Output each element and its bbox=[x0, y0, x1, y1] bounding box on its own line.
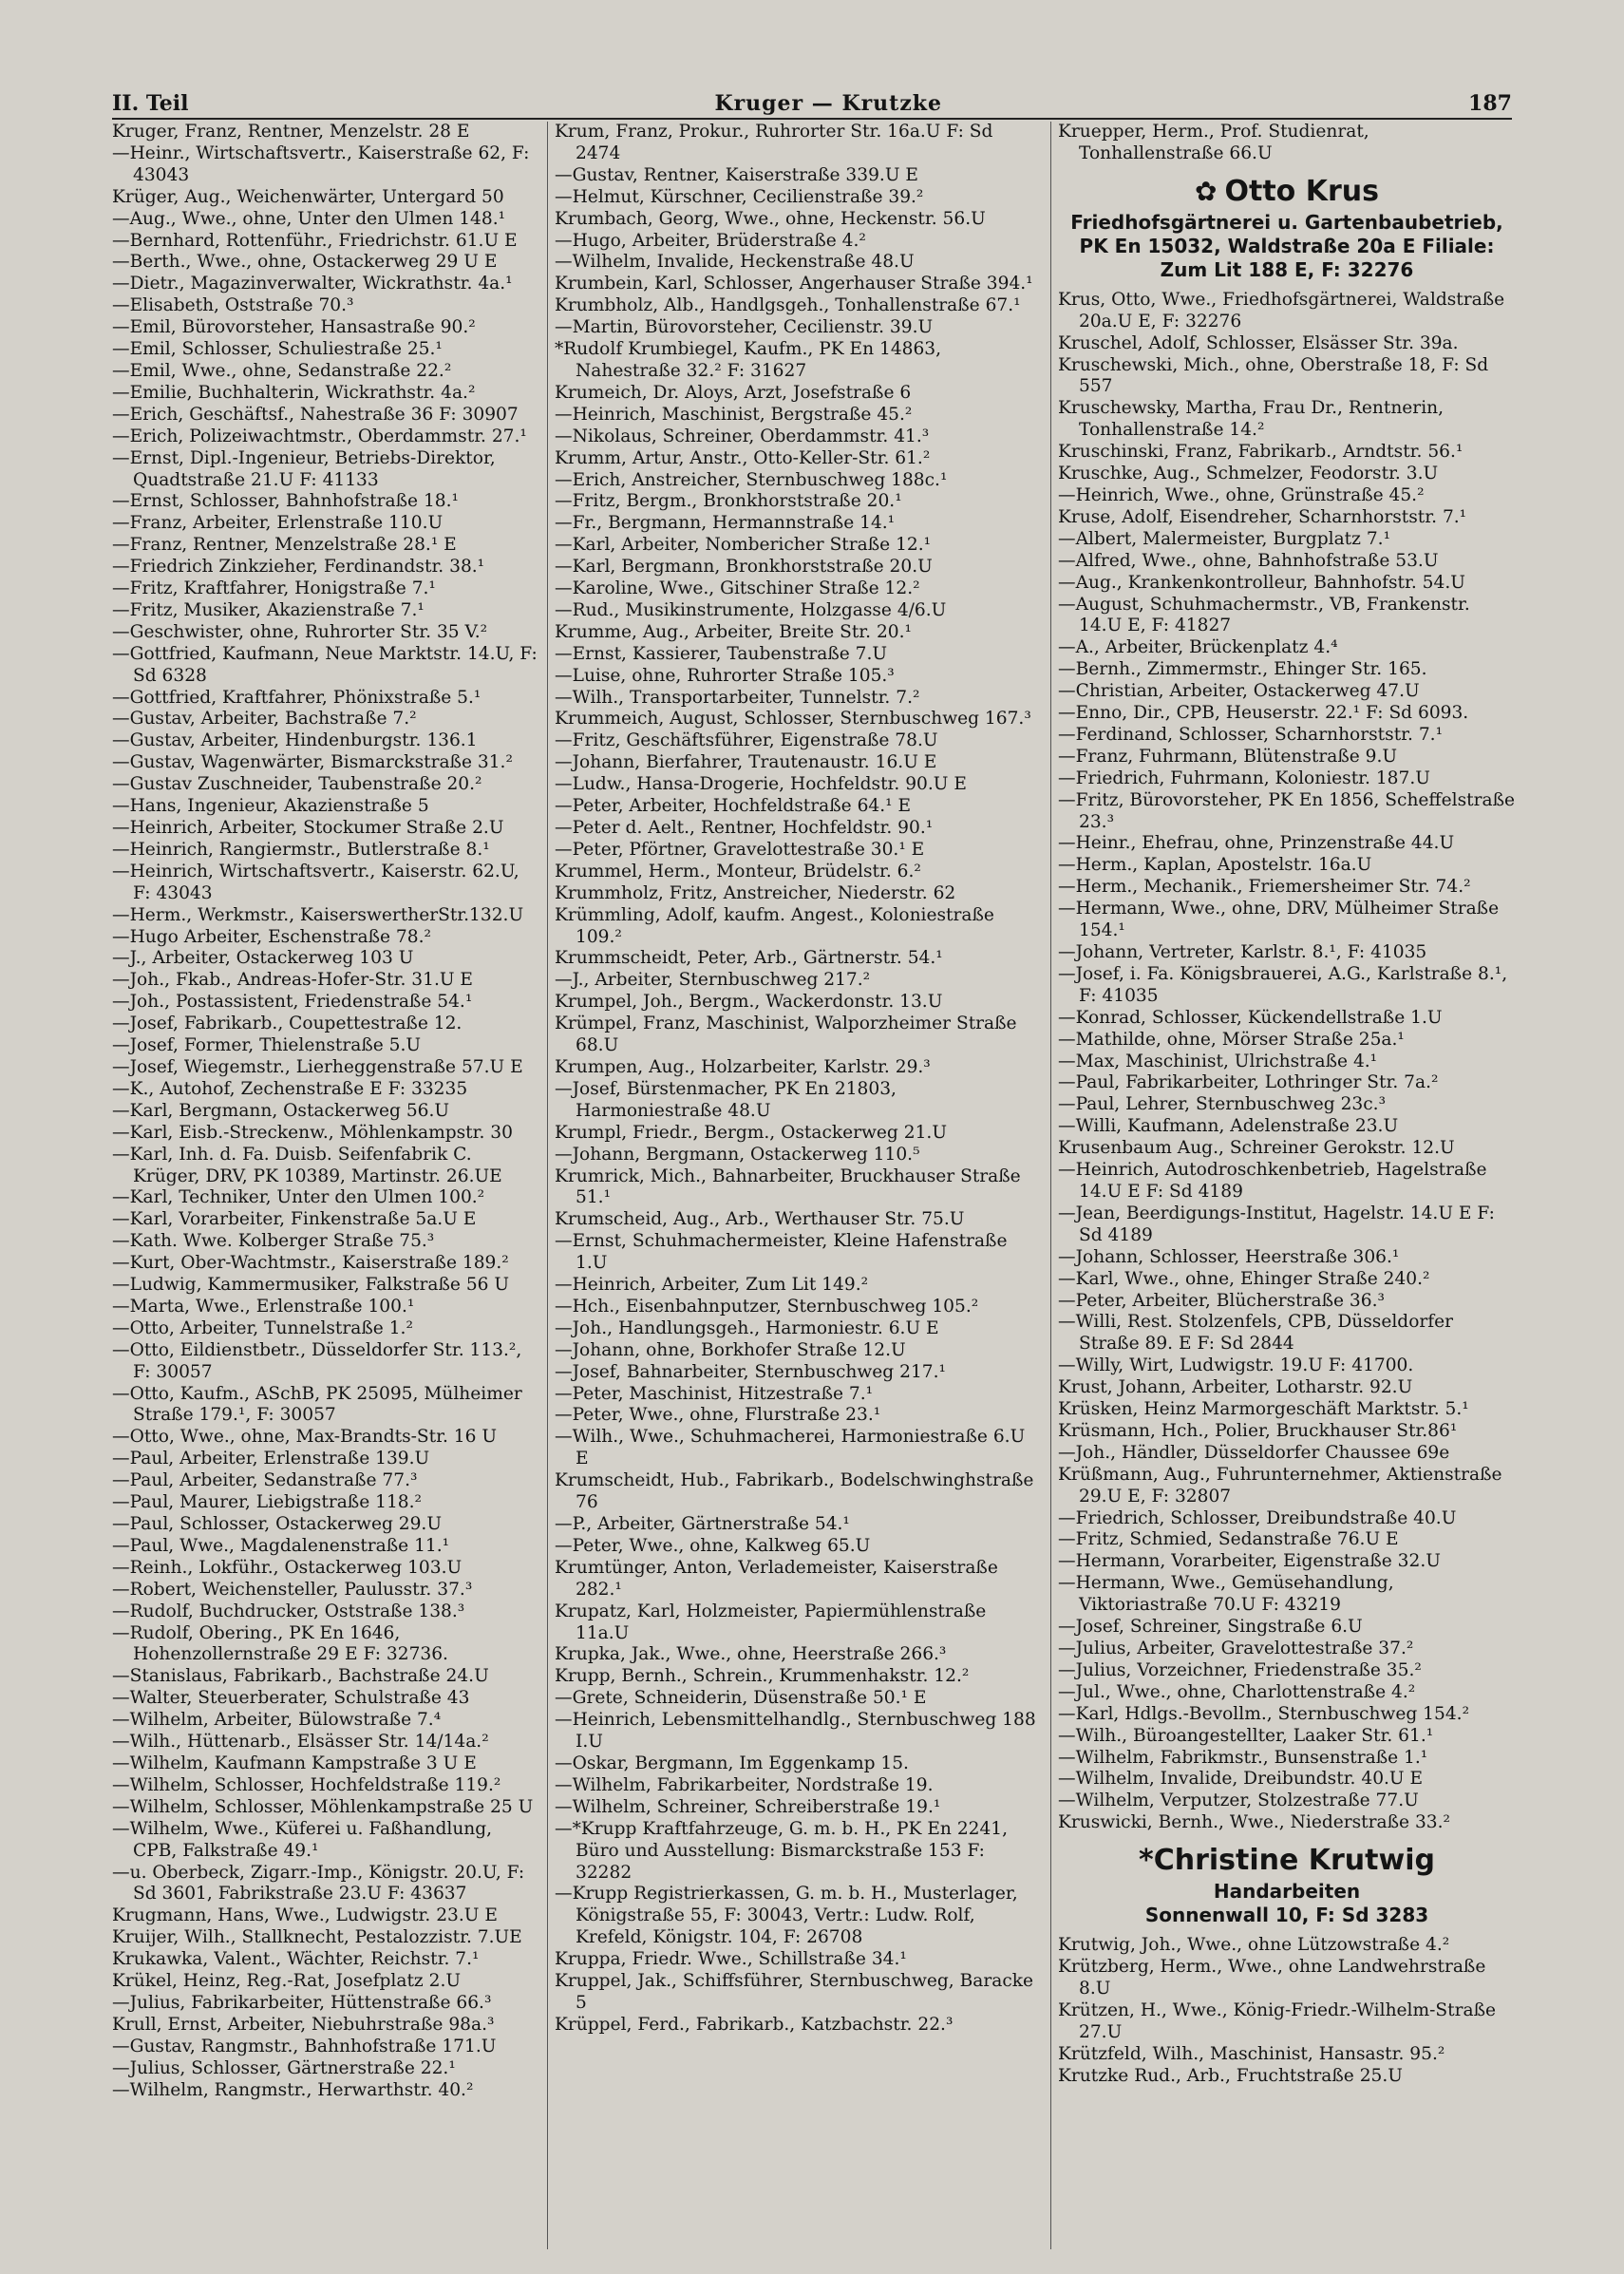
directory-entry: Krumrick, Mich., Bahnarbeiter, Bruckhauser Straße 51.¹ bbox=[555, 1165, 1021, 1208]
directory-entry: Krumpel, Joh., Bergm., Wackerdonstr. 13.U bbox=[555, 992, 943, 1013]
directory-entry: —Willi, Rest. Stolzenfels, CPB, Düsseldorfer Straße 89. E F: Sd 2844 bbox=[1058, 1312, 1454, 1355]
directory-entry: Krüßmann, Aug., Fuhrunternehmer, Aktienstraße 29.U E, F: 32807 bbox=[1058, 1464, 1502, 1507]
advert-line: Friedhofsgärtnerei u. Gartenbaubetrieb, bbox=[1070, 210, 1503, 234]
directory-entry: Krupp, Bernh., Schrein., Krummenhakstr. 12.² bbox=[555, 1666, 970, 1687]
directory-entry: —Herm., Werkmstr., KaiserswertherStr.132.U bbox=[112, 904, 524, 925]
directory-entry: —Herm., Mechanik., Friemersheimer Str. 74.² bbox=[1058, 877, 1471, 898]
directory-entry: Krumme, Aug., Arbeiter, Breite Str. 20.¹ bbox=[555, 621, 912, 642]
page-number: 187 bbox=[1468, 91, 1512, 116]
directory-entry: —Emil, Schlosser, Schuliestraße 25.¹ bbox=[112, 339, 443, 360]
directory-entry: —Konrad, Schlosser, Kückendellstraße 1.U bbox=[1058, 1007, 1443, 1028]
directory-entry: —Bernh., Zimmermstr., Ehinger Str. 165. bbox=[1058, 659, 1427, 680]
directory-entry: —Otto, Arbeiter, Tunnelstraße 1.² bbox=[112, 1317, 413, 1338]
directory-entry: Krüger, Aug., Weichenwärter, Untergard 50 bbox=[112, 186, 504, 207]
directory-entry: —Jul., Wwe., ohne, Charlottenstraße 4.² bbox=[1058, 1681, 1416, 1702]
directory-entry: —Gottfried, Kraftfahrer, Phönixstraße 5.¹ bbox=[112, 687, 482, 708]
directory-entry: —Karl, Wwe., ohne, Ehinger Straße 240.² bbox=[1058, 1268, 1430, 1289]
directory-entry: —Berth., Wwe., ohne, Ostackerweg 29 U E bbox=[112, 252, 498, 273]
directory-entry: Krumscheidt, Hub., Fabrikarb., Bodelschwinghstraße 76 bbox=[555, 1470, 1034, 1513]
directory-entry: —Joh., Händler, Düsseldorfer Chaussee 69e bbox=[1058, 1442, 1450, 1463]
directory-entry: —P., Arbeiter, Gärtnerstraße 54.¹ bbox=[555, 1514, 850, 1534]
directory-entry: —Fr., Bergmann, Hermannstraße 14.¹ bbox=[555, 513, 896, 534]
directory-entry: Kruschewski, Mich., ohne, Oberstraße 18, F: Sd 557 bbox=[1058, 354, 1489, 397]
directory-entry: —u. Oberbeck, Zigarr.-Imp., Königstr. 20.U, F: Sd 3601, Fabrikstraße 23.U F: 43637 bbox=[112, 1862, 525, 1904]
directory-entry: —Johann, Vertreter, Karlstr. 8.¹, F: 41035 bbox=[1058, 942, 1427, 962]
header-range: Kruger — Krutzke bbox=[714, 91, 943, 116]
directory-entry: Krutzke Rud., Arb., Fruchtstraße 25.U bbox=[1058, 2065, 1403, 2086]
directory-entry: —Paul, Arbeiter, Sedanstraße 77.³ bbox=[112, 1470, 418, 1491]
column-2 bbox=[555, 122, 1041, 2249]
directory-entry: —Wilh., Transportarbeiter, Tunnelstr. 7.² bbox=[555, 687, 920, 708]
directory-entry: —Peter, Wwe., ohne, Kalkweg 65.U bbox=[555, 1535, 871, 1556]
directory-entry: —Heinrich, Autodroschkenbetrieb, Hagelstraße 14.U E F: Sd 4189 bbox=[1058, 1160, 1487, 1202]
advert-name: Otto Krus bbox=[1224, 174, 1379, 208]
directory-entry: —Geschwister, ohne, Ruhrorter Str. 35 V.² bbox=[112, 621, 488, 642]
directory-entry: —Johann, Schlosser, Heerstraße 306.¹ bbox=[1058, 1246, 1400, 1267]
directory-entry: —Peter, Wwe., ohne, Flurstraße 23.¹ bbox=[555, 1405, 881, 1426]
directory-entry: —Peter, Maschinist, Hitzestraße 7.¹ bbox=[555, 1383, 874, 1404]
directory-entry: —Helmut, Kürschner, Cecilienstraße 39.² bbox=[555, 186, 924, 207]
directory-entry: Krum, Franz, Prokur., Ruhrorter Str. 16a.U F: Sd 2474 bbox=[555, 122, 993, 163]
directory-entry: —Josef, i. Fa. Königsbrauerei, A.G., Karlstraße 8.¹, F: 41035 bbox=[1058, 963, 1508, 1006]
directory-entry: Krüsmann, Hch., Polier, Bruckhauser Str.86¹ bbox=[1058, 1420, 1458, 1441]
directory-entry: —Emilie, Buchhalterin, Wickrathstr. 4a.² bbox=[112, 382, 476, 403]
directory-entry: —Erich, Anstreicher, Sternbuschweg 188c.¹ bbox=[555, 469, 948, 490]
directory-entry: —Reinh., Lokführ., Ostackerweg 103.U bbox=[112, 1557, 463, 1578]
directory-entry: —Ludwig, Kammermusiker, Falkstraße 56 U bbox=[112, 1275, 510, 1296]
directory-entry: —K., Autohof, Zechenstraße E F: 33235 bbox=[112, 1078, 468, 1099]
directory-entry: —Wilhelm, Schreiner, Schreiberstraße 19.¹ bbox=[555, 1796, 941, 1817]
directory-entry: —Fritz, Schmied, Sedanstraße 76.U E bbox=[1058, 1529, 1399, 1550]
directory-entry: —Josef, Former, Thielenstraße 5.U bbox=[112, 1035, 422, 1056]
directory-entry: Kruschel, Adolf, Schlosser, Elsässer Str. 39a. bbox=[1058, 332, 1459, 353]
directory-entry: Krümpel, Franz, Maschinist, Walporzheimer Straße 68.U bbox=[555, 1014, 1017, 1056]
directory-entry: —Paul, Arbeiter, Erlenstraße 139.U bbox=[112, 1449, 430, 1469]
directory-entry: Kruschewsky, Martha, Frau Dr., Rentnerin, Tonhallenstraße 14.² bbox=[1058, 398, 1445, 441]
directory-entry: —Albert, Malermeister, Burgplatz 7.¹ bbox=[1058, 528, 1391, 549]
directory-entry: —Wilh., Büroangestellter, Laaker Str. 61.¹ bbox=[1058, 1725, 1434, 1746]
directory-entry: —Fritz, Bergm., Bronkhorststraße 20.¹ bbox=[555, 491, 902, 512]
directory-entry: —Herm., Kaplan, Apostelstr. 16a.U bbox=[1058, 855, 1372, 876]
directory-entry: Krumbach, Georg, Wwe., ohne, Heckenstr. 56.U bbox=[555, 208, 986, 229]
directory-entry: —Christian, Arbeiter, Ostackerweg 47.U bbox=[1058, 681, 1420, 702]
directory-entry: —Franz, Fuhrmann, Blütenstraße 9.U bbox=[1058, 746, 1398, 767]
directory-entry: —Kath. Wwe. Kolberger Straße 75.³ bbox=[112, 1231, 435, 1252]
column-divider bbox=[547, 122, 548, 2249]
directory-entry: —Erich, Geschäftsf., Nahestraße 36 F: 30907 bbox=[112, 404, 519, 425]
directory-entry: —Karl, Techniker, Unter den Ulmen 100.² bbox=[112, 1187, 485, 1208]
directory-entry: —Fritz, Bürovorsteher, PK En 1856, Scheffelstraße 23.³ bbox=[1058, 789, 1516, 832]
directory-entry: —Luise, ohne, Ruhrorter Straße 105.³ bbox=[555, 665, 895, 686]
directory-entry: —Joh., Postassistent, Friedenstraße 54.¹ bbox=[112, 992, 473, 1013]
directory-entry: Krüsken, Heinz Marmorgeschäft Marktstr. 5.¹ bbox=[1058, 1399, 1469, 1420]
directory-entry: —Martin, Bürovorsteher, Cecilienstr. 39.U bbox=[555, 317, 934, 338]
columns bbox=[112, 122, 1516, 2249]
directory-entry: —Josef, Schreiner, Singstraße 6.U bbox=[1058, 1617, 1363, 1638]
directory-entry: —Wilhelm, Invalide, Dreibundstr. 40.U E bbox=[1058, 1769, 1424, 1790]
directory-entry: Kruppel, Jak., Schiffsführer, Sternbuschweg, Baracke 5 bbox=[555, 1971, 1034, 2013]
directory-entry: —Josef, Bürstenmacher, PK En 21803, Harmoniestraße 48.U bbox=[555, 1078, 897, 1121]
directory-entry: Kruger, Franz, Rentner, Menzelstr. 28 E bbox=[112, 122, 470, 142]
directory-entry: Krumpl, Friedr., Bergm., Ostackerweg 21.U bbox=[555, 1122, 947, 1143]
directory-entry: —Heinrich, Rangiermstr., Butlerstraße 8.¹ bbox=[112, 839, 490, 860]
directory-entry: Krüppel, Ferd., Fabrikarb., Katzbachstr. 22.³ bbox=[555, 2014, 954, 2035]
directory-entry: Krükel, Heinz, Reg.-Rat, Josefplatz 2.U bbox=[112, 1971, 462, 1992]
directory-entry: —Walter, Steuerberater, Schulstraße 43 bbox=[112, 1688, 470, 1709]
directory-entry: Kruepper, Herm., Prof. Studienrat, Tonhallenstraße 66.U bbox=[1058, 122, 1369, 163]
directory-entry: —Karl, Hdlgs.-Bevollm., Sternbuschweg 154.² bbox=[1058, 1703, 1470, 1724]
directory-entry: —Julius, Fabrikarbeiter, Hüttenstraße 66.³ bbox=[112, 1992, 492, 2013]
header-section: II. Teil bbox=[112, 91, 189, 116]
column-3-bottom bbox=[1058, 1935, 1516, 2087]
column-3 bbox=[1058, 122, 1516, 2249]
directory-entry: —Otto, Wwe., ohne, Max-Brandts-Str. 16 U bbox=[112, 1427, 498, 1448]
directory-entry: —Emil, Bürovorsteher, Hansastraße 90.² bbox=[112, 317, 476, 338]
directory-entry: —Otto, Kaufm., ASchB, PK 25095, Mülheimer Straße 179.¹, F: 30057 bbox=[112, 1383, 522, 1426]
directory-entry: —Wilhelm, Kaufmann Kampstraße 3 U E bbox=[112, 1753, 477, 1773]
directory-entry: —Peter, Arbeiter, Hochfeldstraße 64.¹ E bbox=[555, 796, 912, 817]
directory-entry: —Hugo Arbeiter, Eschenstraße 78.² bbox=[112, 926, 431, 947]
directory-entry: —Peter d. Aelt., Rentner, Hochfeldstr. 90.¹ bbox=[555, 818, 934, 838]
advert-name: *Christine Krutwig bbox=[1139, 1844, 1435, 1878]
directory-entry: —Fritz, Musiker, Akazienstraße 7.¹ bbox=[112, 599, 425, 620]
directory-entry: —Fritz, Kraftfahrer, Honigstraße 7.¹ bbox=[112, 578, 436, 599]
directory-entry: —Karl, Eisb.-Streckenw., Möhlenkampstr. 30 bbox=[112, 1122, 513, 1143]
directory-entry: —Gustav, Rangmstr., Bahnhofstraße 171.U bbox=[112, 2036, 497, 2056]
directory-entry: —Karl, Arbeiter, Nombericher Straße 12.¹ bbox=[555, 535, 932, 556]
directory-entry: —Alfred, Wwe., ohne, Bahnhofstraße 53.U bbox=[1058, 550, 1439, 571]
directory-entry: —Peter, Arbeiter, Blücherstraße 36.³ bbox=[1058, 1290, 1385, 1311]
directory-entry: —Paul, Lehrer, Sternbuschweg 23c.³ bbox=[1058, 1094, 1387, 1115]
directory-entry: —Marta, Wwe., Erlenstraße 100.¹ bbox=[112, 1296, 415, 1317]
directory-entry: —Hch., Eisenbahnputzer, Sternbuschweg 105.² bbox=[555, 1296, 979, 1317]
directory-entry: Krust, Johann, Arbeiter, Lotharstr. 92.U bbox=[1058, 1377, 1413, 1398]
directory-entry: —Gustav, Arbeiter, Bachstraße 7.² bbox=[112, 709, 417, 730]
directory-entry: Kruppa, Friedr. Wwe., Schillstraße 34.¹ bbox=[555, 1949, 907, 1970]
directory-entry: —Heinrich, Lebensmittelhandlg., Sternbuschweg 188 I.U bbox=[555, 1710, 1036, 1753]
directory-entry: —J., Arbeiter, Sternbuschweg 217.² bbox=[555, 970, 871, 991]
advert-otto-krus bbox=[1058, 165, 1516, 290]
directory-entry: —Hermann, Wwe., Gemüsehandlung, Viktoriastraße 70.U F: 43219 bbox=[1058, 1573, 1394, 1616]
directory-entry: —August, Schuhmachermstr., VB, Frankenstr. 14.U E, F: 41827 bbox=[1058, 594, 1470, 636]
directory-entry: —Max, Maschinist, Ulrichstraße 4.¹ bbox=[1058, 1051, 1378, 1071]
directory-entry: Krumeich, Dr. Aloys, Arzt, Josefstraße 6 bbox=[555, 382, 912, 403]
directory-entry: —Wilhelm, Verputzer, Stolzestraße 77.U bbox=[1058, 1791, 1419, 1811]
directory-entry: —Krupp Registrierkassen, G. m. b. H., Musterlager, Königstraße 55, F: 30043, Vertr.: Ludw. Rolf, Krefeld, Königstr. 104, F: 26708 bbox=[555, 1884, 1018, 1948]
directory-entry: Krützberg, Herm., Wwe., ohne Landwehrstraße 8.U bbox=[1058, 1957, 1486, 1999]
directory-entry: Kruse, Adolf, Eisendreher, Scharnhorststr. 7.¹ bbox=[1058, 506, 1467, 527]
directory-entry: —Heinrich, Maschinist, Bergstraße 45.² bbox=[555, 404, 913, 425]
directory-entry: Krusenbaum Aug., Schreiner Gerokstr. 12.U bbox=[1058, 1138, 1455, 1159]
directory-entry: —Emil, Wwe., ohne, Sedanstraße 22.² bbox=[112, 360, 452, 381]
directory-entry: —Franz, Arbeiter, Erlenstraße 110.U bbox=[112, 513, 444, 534]
directory-entry: —Gustav, Rentner, Kaiserstraße 339.U E bbox=[555, 164, 918, 185]
page-header bbox=[112, 82, 1512, 116]
directory-entry: Krummholz, Fritz, Anstreicher, Niederstr. 62 bbox=[555, 882, 956, 903]
directory-entry: —Ernst, Schlosser, Bahnhofstraße 18.¹ bbox=[112, 491, 459, 512]
directory-entry: Krumtünger, Anton, Verlademeister, Kaiserstraße 282.¹ bbox=[555, 1557, 998, 1600]
directory-entry: Krummeich, August, Schlosser, Sternbuschweg 167.³ bbox=[555, 709, 1031, 730]
directory-entry: —Joh., Handlungsgeh., Harmoniestr. 6.U E bbox=[555, 1317, 939, 1338]
directory-entry: Krugmann, Hans, Wwe., Ludwigstr. 23.U E bbox=[112, 1905, 498, 1926]
directory-entry: Krupka, Jak., Wwe., ohne, Heerstraße 266.³ bbox=[555, 1644, 947, 1665]
directory-entry: —Hermann, Vorarbeiter, Eigenstraße 32.U bbox=[1058, 1551, 1441, 1572]
advert-line: Handarbeiten bbox=[1213, 1880, 1361, 1904]
directory-entry: —Hugo, Arbeiter, Brüderstraße 4.² bbox=[555, 230, 866, 251]
directory-entry: —Friedrich Zinkzieher, Ferdinandstr. 38.¹ bbox=[112, 557, 485, 578]
directory-entry: —Ferdinand, Schlosser, Scharnhorststr. 7.¹ bbox=[1058, 724, 1444, 745]
directory-entry: —Gustav, Wagenwärter, Bismarckstraße 31.² bbox=[112, 752, 513, 773]
directory-entry: —Heinr., Wirtschaftsvertr., Kaiserstraße 62, F: 43043 bbox=[112, 142, 530, 185]
column-1 bbox=[112, 122, 538, 2249]
directory-entry: —Ernst, Schuhmachermeister, Kleine Hafenstraße 1.U bbox=[555, 1231, 1008, 1274]
directory-entry: —Aug., Krankenkontrolleur, Bahnhofstr. 54.U bbox=[1058, 572, 1465, 593]
directory-entry: —Rud., Musikinstrumente, Holzgasse 4/6.U bbox=[555, 599, 947, 620]
directory-entry: —Heinr., Ehefrau, ohne, Prinzenstraße 44.U bbox=[1058, 833, 1455, 854]
directory-entry: Kruschinski, Franz, Fabrikarb., Arndtstr. 56.¹ bbox=[1058, 442, 1463, 463]
directory-entry: —Enno, Dir., CPB, Heuserstr. 22.¹ F: Sd 6093. bbox=[1058, 703, 1469, 724]
directory-entry: —Willy, Wirt, Ludwigstr. 19.U F: 41700. bbox=[1058, 1355, 1414, 1376]
directory-entry: —Peter, Pförtner, Gravelottestraße 30.¹ E bbox=[555, 839, 925, 860]
directory-entry: —Kurt, Ober-Wachtmstr., Kaiserstraße 189.² bbox=[112, 1253, 509, 1274]
directory-entry: —Oskar, Bergmann, Im Eggenkamp 15. bbox=[555, 1753, 909, 1773]
directory-entry: —Bernhard, Rottenführ., Friedrichstr. 61.U E bbox=[112, 230, 518, 251]
directory-entry: —Josef, Bahnarbeiter, Sternbuschweg 217.¹ bbox=[555, 1361, 946, 1382]
directory-entry: —Paul, Fabrikarbeiter, Lothringer Str. 7a.² bbox=[1058, 1072, 1439, 1093]
directory-entry: —Julius, Vorzeichner, Friedenstraße 35.² bbox=[1058, 1659, 1422, 1680]
directory-entry: —A., Arbeiter, Brückenplatz 4.⁴ bbox=[1058, 637, 1338, 658]
directory-entry: —Friedrich, Schlosser, Dreibundstraße 40.U bbox=[1058, 1507, 1457, 1528]
directory-entry: Krupatz, Karl, Holzmeister, Papiermühlenstraße 11a.U bbox=[555, 1601, 987, 1643]
directory-entry: —Johann, Bierfahrer, Trautenaustr. 16.U E bbox=[555, 752, 937, 773]
directory-entry: —Wilhelm, Schlosser, Hochfeldstraße 119.² bbox=[112, 1774, 501, 1795]
header-rule bbox=[112, 118, 1512, 120]
directory-entry: —Heinrich, Wirtschaftsvertr., Kaiserstr. 62.U, F: 43043 bbox=[112, 861, 519, 903]
directory-entry: —Erich, Polizeiwachtmstr., Oberdammstr. 27.¹ bbox=[112, 426, 527, 446]
directory-entry: Kruswicki, Bernh., Wwe., Niederstraße 33.² bbox=[1058, 1812, 1450, 1833]
directory-entry: —Wilhelm, Invalide, Heckenstraße 48.U bbox=[555, 252, 915, 273]
directory-entry: —Ernst, Kassierer, Taubenstraße 7.U bbox=[555, 643, 888, 664]
directory-entry: —Friedrich, Fuhrmann, Koloniestr. 187.U bbox=[1058, 767, 1430, 788]
advert-line: PK En 15032, Waldstraße 20a E Filiale: bbox=[1079, 234, 1495, 257]
directory-entry: Kruijer, Wilh., Stallknecht, Pestalozzistr. 7.UE bbox=[112, 1927, 522, 1948]
directory-entry: Krummel, Herm., Monteur, Brüdelstr. 6.² bbox=[555, 861, 921, 881]
directory-entry: —Elisabeth, Oststraße 70.³ bbox=[112, 295, 354, 316]
directory-entry: —*Krupp Kraftfahrzeuge, G. m. b. H., PK En 2241, Büro und Ausstellung: Bismarckstraße 153 F: 32282 bbox=[555, 1818, 1009, 1883]
directory-entry: —Jean, Beerdigungs-Institut, Hagelstr. 14.U E F: Sd 4189 bbox=[1058, 1203, 1495, 1245]
directory-entry: —Willi, Kaufmann, Adelenstraße 23.U bbox=[1058, 1116, 1399, 1137]
directory-entry: —Karl, Bergmann, Ostackerweg 56.U bbox=[112, 1100, 450, 1121]
directory-entry: Krützen, H., Wwe., König-Friedr.-Wilhelm-Straße 27.U bbox=[1058, 1999, 1497, 2042]
directory-entry: —Otto, Eildienstbetr., Düsseldorfer Str. 113.², F: 30057 bbox=[112, 1339, 522, 1382]
directory-entry: Krull, Ernst, Arbeiter, Niebuhrstraße 98a.³ bbox=[112, 2014, 495, 2035]
directory-entry: —Wilhelm, Wwe., Küferei u. Faßhandlung, CPB, Falkstraße 49.¹ bbox=[112, 1818, 493, 1861]
wreath-icon: ✿ bbox=[1195, 175, 1218, 207]
advert-christine-krutwig bbox=[1058, 1834, 1516, 1935]
directory-entry: —Wilhelm, Schlosser, Möhlenkampstraße 25 U bbox=[112, 1796, 534, 1817]
directory-entry: Krümmling, Adolf, kaufm. Angest., Koloniestraße 109.² bbox=[555, 904, 994, 947]
directory-entry: —Johann, ohne, Borkhofer Straße 12.U bbox=[555, 1339, 906, 1360]
directory-entry: —Ernst, Dipl.-Ingenieur, Betriebs-Direktor, Quadtstraße 21.U F: 41133 bbox=[112, 447, 496, 490]
directory-entry: —Nikolaus, Schreiner, Oberdammstr. 41.³ bbox=[555, 426, 930, 446]
directory-entry: Krumbein, Karl, Schlosser, Angerhauser Straße 394.¹ bbox=[555, 274, 1033, 294]
directory-entry: —Grete, Schneiderin, Düsenstraße 50.¹ E bbox=[555, 1688, 927, 1709]
directory-entry: —Joh., Fkab., Andreas-Hofer-Str. 31.U E bbox=[112, 970, 474, 991]
directory-entry: —Robert, Weichensteller, Paulusstr. 37.³ bbox=[112, 1579, 473, 1600]
directory-entry: —Julius, Arbeiter, Gravelottestraße 37.² bbox=[1058, 1639, 1414, 1658]
directory-entry: —Josef, Fabrikarb., Coupettestraße 12. bbox=[112, 1014, 463, 1034]
directory-entry: —Johann, Bergmann, Ostackerweg 110.⁵ bbox=[555, 1144, 920, 1165]
directory-entry: —Heinrich, Arbeiter, Zum Lit 149.² bbox=[555, 1275, 869, 1296]
column-divider bbox=[1050, 122, 1051, 2249]
directory-entry: —Paul, Wwe., Magdalenenstraße 11.¹ bbox=[112, 1535, 450, 1556]
directory-entry: Krus, Otto, Wwe., Friedhofsgärtnerei, Waldstraße 20a.U E, F: 32276 bbox=[1058, 289, 1505, 332]
directory-entry: —Aug., Wwe., ohne, Unter den Ulmen 148.¹ bbox=[112, 208, 506, 229]
directory-entry: —Rudolf, Obering., PK En 1646, Hohenzollernstraße 29 E F: 32736. bbox=[112, 1622, 448, 1665]
directory-entry: Krumpen, Aug., Holzarbeiter, Karlstr. 29.³ bbox=[555, 1056, 931, 1077]
directory-entry: —Hermann, Wwe., ohne, DRV, Mülheimer Straße 154.¹ bbox=[1058, 899, 1500, 941]
directory-entry: Krummscheidt, Peter, Arb., Gärtnerstr. 54.¹ bbox=[555, 948, 943, 969]
advert-line: Sonnenwall 10, F: Sd 3283 bbox=[1144, 1904, 1429, 1927]
directory-entry: Krutwig, Joh., Wwe., ohne Lützowstraße 4.² bbox=[1058, 1935, 1450, 1956]
directory-entry: —Heinrich, Wwe., ohne, Grünstraße 45.² bbox=[1058, 484, 1425, 505]
directory-entry: —Wilhelm, Rangmstr., Herwarthstr. 40.² bbox=[112, 2079, 474, 2100]
directory-entry: Krumscheid, Aug., Arb., Werthauser Str. 75.U bbox=[555, 1209, 965, 1230]
directory-entry: —Stanislaus, Fabrikarb., Bachstraße 24.U bbox=[112, 1666, 489, 1687]
directory-entry: Krützfeld, Wilh., Maschinist, Hansastr. 95.² bbox=[1058, 2043, 1445, 2064]
directory-entry: —Hans, Ingenieur, Akazienstraße 5 bbox=[112, 796, 429, 817]
directory-entry: —Karoline, Wwe., Gitschiner Straße 12.² bbox=[555, 578, 920, 599]
directory-entry: —Wilhelm, Fabrikarbeiter, Nordstraße 19. bbox=[555, 1774, 934, 1795]
directory-entry: *Rudolf Krumbiegel, Kaufm., PK En 14863, Nahestraße 32.² F: 31627 bbox=[555, 339, 942, 381]
directory-entry: —Wilh., Wwe., Schuhmacherei, Harmoniestraße 6.U E bbox=[555, 1427, 1026, 1469]
directory-entry: —Fritz, Geschäftsführer, Eigenstraße 78.U bbox=[555, 730, 938, 751]
column-3-middle bbox=[1058, 290, 1516, 1834]
advert-line: Zum Lit 188 E, F: 32276 bbox=[1160, 257, 1414, 281]
directory-entry: —J., Arbeiter, Ostackerweg 103 U bbox=[112, 948, 414, 969]
directory-entry: Krumbholz, Alb., Handlgsgeh., Tonhallenstraße 67.¹ bbox=[555, 295, 1021, 316]
directory-entry: —Rudolf, Buchdrucker, Oststraße 138.³ bbox=[112, 1601, 465, 1621]
directory-entry: —Heinrich, Arbeiter, Stockumer Straße 2.U bbox=[112, 818, 504, 838]
directory-entry: —Gottfried, Kaufmann, Neue Marktstr. 14.U, F: Sd 6328 bbox=[112, 643, 538, 686]
directory-entry: —Josef, Wiegemstr., Lierheggenstraße 57.U E bbox=[112, 1056, 523, 1077]
directory-entry: —Gustav, Arbeiter, Hindenburgstr. 136.1 bbox=[112, 730, 478, 751]
directory-entry: —Paul, Maurer, Liebigstraße 118.² bbox=[112, 1492, 422, 1513]
directory-entry: —Wilh., Hüttenarb., Elsässer Str. 14/14a.² bbox=[112, 1732, 489, 1753]
directory-entry: —Gustav Zuschneider, Taubenstraße 20.² bbox=[112, 774, 482, 795]
directory-entry: —Paul, Schlosser, Ostackerweg 29.U bbox=[112, 1514, 443, 1534]
directory-entry: —Wilhelm, Fabrikmstr., Bunsenstraße 1.¹ bbox=[1058, 1747, 1428, 1768]
directory-entry: —Karl, Bergmann, Bronkhorststraße 20.U bbox=[555, 557, 933, 578]
column-3-top bbox=[1058, 122, 1516, 165]
directory-entry: Krumm, Artur, Anstr., Otto-Keller-Str. 61.² bbox=[555, 447, 931, 468]
directory-entry: —Julius, Schlosser, Gärtnerstraße 22.¹ bbox=[112, 2057, 456, 2078]
directory-entry: —Karl, Vorarbeiter, Finkenstraße 5a.U E bbox=[112, 1209, 477, 1230]
directory-entry: Kruschke, Aug., Schmelzer, Feodorstr. 3.U bbox=[1058, 464, 1439, 484]
directory-entry: —Dietr., Magazinverwalter, Wickrathstr. 4a.¹ bbox=[112, 274, 513, 294]
directory-entry: —Franz, Rentner, Menzelstraße 28.¹ E bbox=[112, 535, 457, 556]
directory-entry: —Mathilde, ohne, Mörser Straße 25a.¹ bbox=[1058, 1029, 1405, 1050]
directory-entry: Krukawka, Valent., Wächter, Reichstr. 7.¹ bbox=[112, 1949, 480, 1970]
directory-entry: —Karl, Inh. d. Fa. Duisb. Seifenfabrik C. Krüger, DRV, PK 10389, Martinstr. 26.UE bbox=[112, 1144, 502, 1186]
directory-entry: —Wilhelm, Arbeiter, Bülowstraße 7.⁴ bbox=[112, 1710, 442, 1731]
directory-entry: —Ludw., Hansa-Drogerie, Hochfeldstr. 90.U E bbox=[555, 774, 967, 795]
